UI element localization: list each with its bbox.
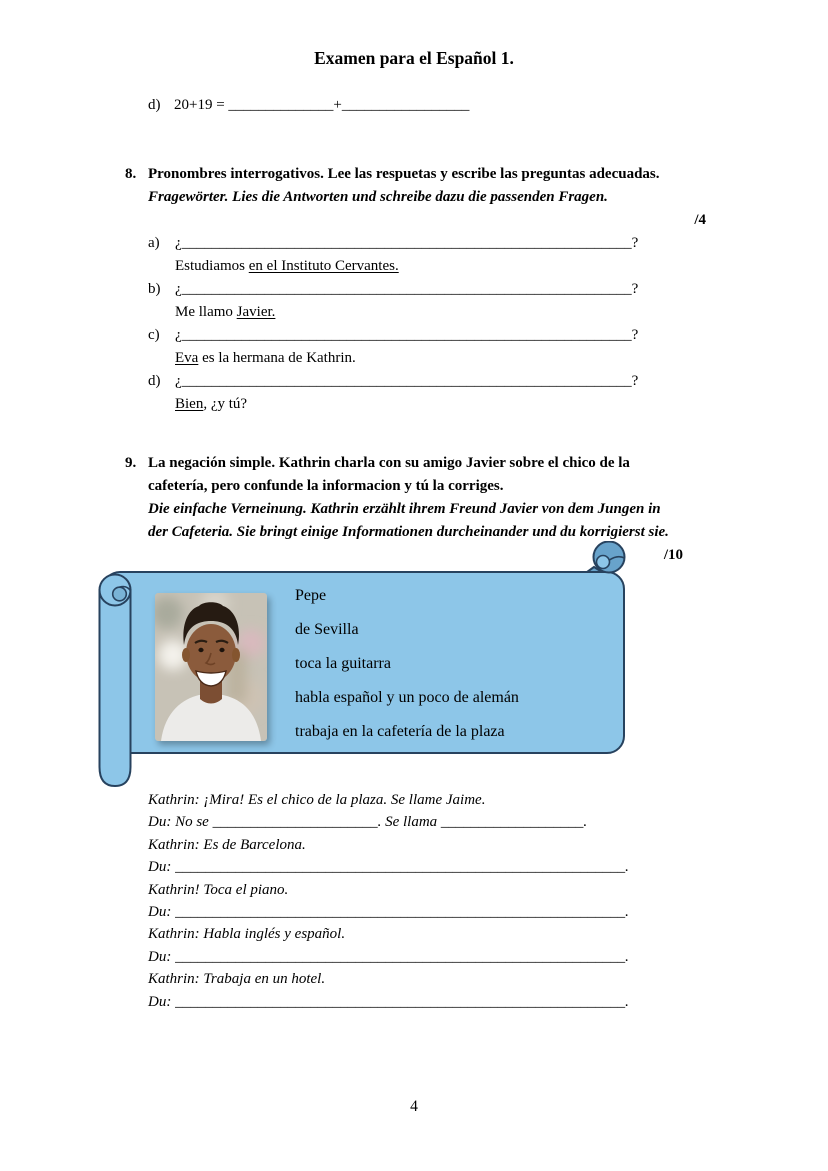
- answer-segment: , ¿y tú?: [203, 396, 248, 412]
- item-letter: d): [148, 373, 161, 389]
- fact-line: trabaja en la cafetería de la plaza: [295, 723, 505, 740]
- exercise8-item-question: [148, 278, 713, 301]
- dialogue-line: Du: ____________________________________________________________.: [148, 948, 629, 965]
- dialogue-line: Kathrin: Habla inglés y español.: [148, 926, 346, 943]
- pepe-photo: [155, 593, 267, 741]
- exercise8-content: [148, 163, 713, 416]
- dialogue-line: Du: ____________________________________________________________.: [148, 993, 629, 1010]
- question-blank-line: ¿____________________________________________________________?: [175, 327, 639, 343]
- fact-line: Pepe: [295, 587, 327, 604]
- fact-line: de Sevilla: [295, 621, 359, 638]
- answer-segment: Eva: [175, 350, 199, 366]
- pepe-facts-list: [295, 579, 519, 749]
- dialogue-line: Kathrin: Trabaja en un hotel.: [148, 971, 326, 988]
- question-blank-line: ¿____________________________________________________________?: [175, 373, 639, 389]
- warmup-item-d: [148, 97, 469, 114]
- dialogue-line: Du: ____________________________________________________________.: [148, 859, 629, 876]
- exercise8-item-answer: [148, 301, 713, 324]
- exercise-number: 8.: [125, 166, 137, 182]
- dialogue-line: Kathrin: ¡Mira! Es el chico de la plaza. Se llame Jaime.: [148, 792, 486, 808]
- dialogue-line: Du: ____________________________________________________________.: [148, 904, 629, 921]
- title-line: Die einfache Verneinung. Kathrin erzählt ihrem Freund Javier von dem Jungen in: [148, 501, 661, 517]
- exercise-8: [125, 163, 713, 416]
- exercise8-points: /4: [694, 212, 706, 228]
- scroll-banner: [0, 541, 828, 796]
- fact-line: toca la guitarra: [295, 655, 391, 672]
- answer-segment: es la hermana de Kathrin.: [198, 350, 356, 366]
- exercise8-title-german: Fragewörter. Lies die Antworten und schreibe dazu die passenden Fragen.: [148, 189, 608, 205]
- answer-segment: Bien: [175, 396, 204, 412]
- exercise8-item-answer: [148, 347, 713, 370]
- title-line: der Cafeteria. Sie bringt einige Informationen durcheinander und du korrigierst sie.: [148, 524, 669, 540]
- page-number: 4: [410, 1098, 418, 1115]
- answer-segment: Estudiamos: [175, 258, 249, 274]
- dialogue-block: [148, 789, 629, 1013]
- warmup-equation-line: 20+19 = ______________+_________________: [174, 97, 470, 113]
- item-letter: a): [148, 235, 160, 251]
- exercise9-points: /10: [663, 547, 683, 563]
- item-letter: c): [148, 327, 160, 343]
- answer-segment: Javier.: [236, 304, 276, 320]
- answer-segment: Me llamo: [175, 304, 237, 320]
- dialogue-line: Kathrin! Toca el piano.: [148, 881, 289, 898]
- exercise8-item-question: [148, 324, 713, 347]
- dialogue-line: Du: No se ______________________. Se llama ___________________.: [148, 814, 588, 831]
- exercise-number: 9.: [125, 455, 137, 471]
- question-blank-line: ¿____________________________________________________________?: [175, 235, 639, 251]
- exercise8-item-answer: [148, 393, 713, 416]
- page-title: Examen para el Español 1.: [314, 48, 514, 68]
- item-letter: d): [148, 97, 161, 113]
- fact-line: habla español y un poco de alemán: [295, 689, 519, 706]
- item-letter: b): [148, 281, 161, 297]
- answer-segment: en el Instituto Cervantes.: [248, 258, 399, 274]
- exercise9-title-german: [148, 498, 713, 544]
- dialogue-line: Kathrin: Es de Barcelona.: [148, 836, 306, 853]
- exercise8-title-spanish: Pronombres interrogativos. Lee las respuetas y escribe las preguntas adecuadas.: [148, 166, 660, 182]
- exercise8-item-question: [148, 232, 713, 255]
- exercise8-item-question: [148, 370, 713, 393]
- exercise9-title-spanish: [148, 452, 713, 498]
- title-line: La negación simple. Kathrin charla con su amigo Javier sobre el chico de la: [148, 455, 630, 471]
- exercise8-items: [148, 232, 713, 416]
- question-blank-line: ¿____________________________________________________________?: [175, 281, 639, 297]
- exercise8-item-answer: [148, 255, 713, 278]
- title-line: cafetería, pero confunde la informacion y tú la corriges.: [148, 478, 504, 494]
